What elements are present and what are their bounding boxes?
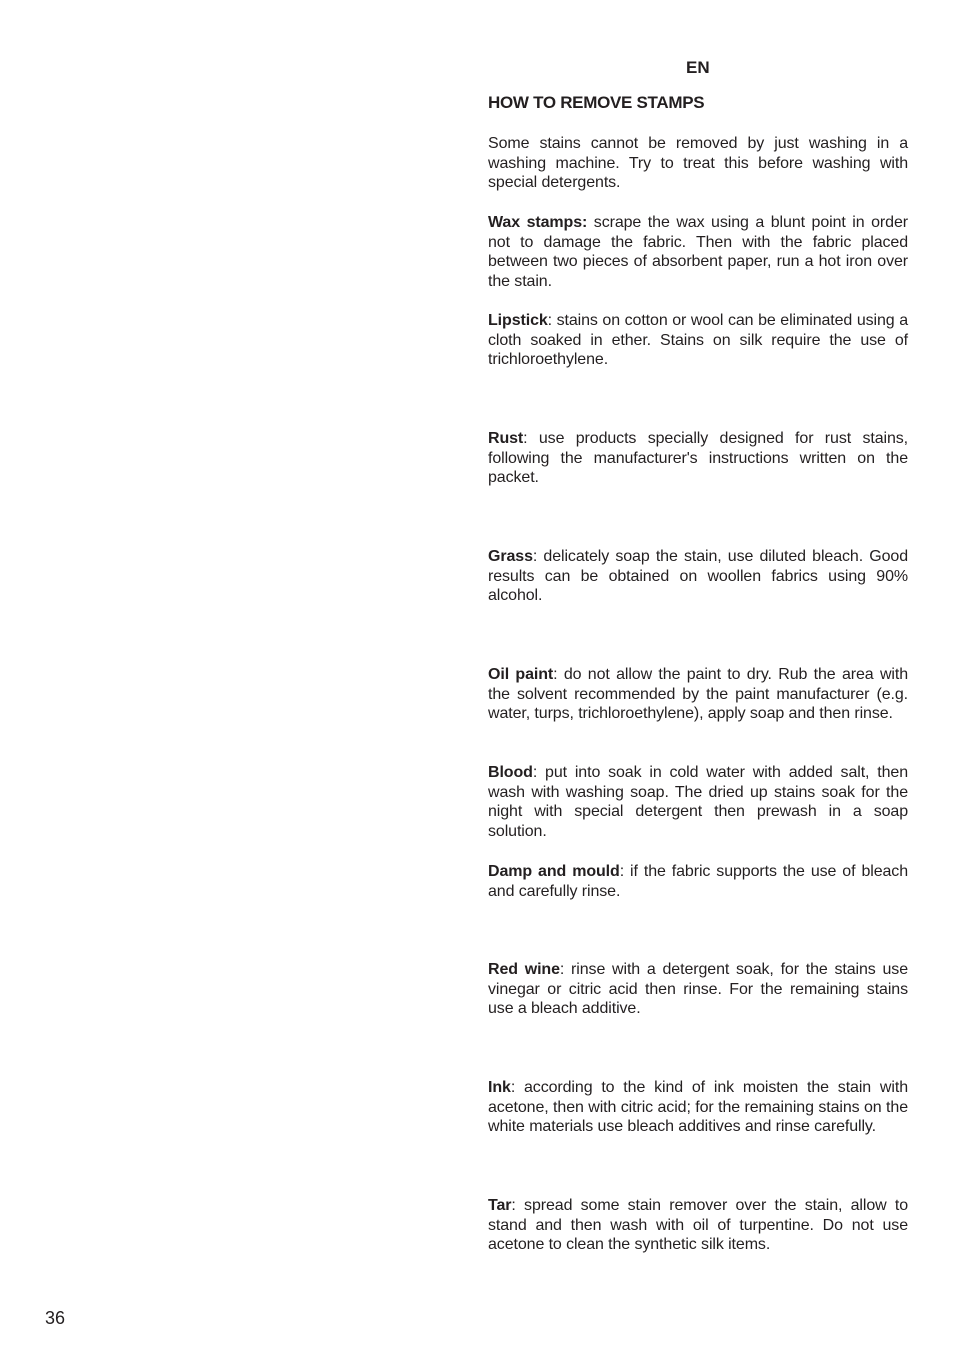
tar-term: Tar <box>488 1197 512 1214</box>
lipstick-text: : stains on cotton or wool can be eliminated using a cloth soaked in ether. Stains on silk require the use of trichloroethylene. <box>488 312 908 369</box>
section-title: HOW TO REMOVE STAMPS <box>488 93 705 112</box>
paragraph-blood <box>488 763 908 842</box>
page-number: 36 <box>45 1308 66 1328</box>
red-wine-text: : rinse with a detergent soak, for the stains use vinegar or citric acid then rinse. For the remaining stains use a bleach additive. <box>488 961 908 1018</box>
paragraph-intro <box>488 134 908 193</box>
paragraph-ink <box>488 1078 908 1137</box>
paragraph-grass <box>488 547 908 606</box>
paragraph-tar <box>488 1196 908 1255</box>
rust-term: Rust <box>488 430 524 447</box>
damp-mould-term: Damp and mould <box>488 863 620 880</box>
wax-stamps-text: scrape the wax using a blunt point in order not to damage the fabric. Then with the fabric placed between two pieces of absorbent paper, run a hot iron over the stain. <box>488 214 908 291</box>
paragraph-rust <box>488 429 908 488</box>
red-wine-term: Red wine <box>488 961 560 978</box>
blood-text: : put into soak in cold water with added salt, then wash with washing soap. The dried up stains soak for the night with special detergent then prewash in a soap solution. <box>488 764 908 841</box>
oil-paint-term: Oil paint <box>488 666 554 683</box>
oil-paint-text: : do not allow the paint to dry. Rub the area with the solvent recommended by the paint manufacturer (e.g. water, turps, trichloroethylene), apply soap and then rinse. <box>488 666 908 723</box>
paragraph-lipstick <box>488 311 908 370</box>
ink-term: Ink <box>488 1079 511 1096</box>
paragraph-oil-paint <box>488 665 908 724</box>
paragraph-damp-mould <box>488 862 908 901</box>
lipstick-term: Lipstick <box>488 312 548 329</box>
paragraph-wax-stamps <box>488 213 908 292</box>
language-label: EN <box>686 58 710 77</box>
ink-text: : according to the kind of ink moisten the stain with acetone, then with citric acid; for the remaining stains on the white materials use bleach additives and rinse carefully. <box>488 1079 908 1136</box>
rust-text: : use products specially designed for rust stains, following the manufacturer's instructions written on the packet. <box>488 430 908 487</box>
intro-text: Some stains cannot be removed by just washing in a washing machine. Try to treat this before washing with special detergents. <box>488 135 908 192</box>
paragraph-red-wine <box>488 960 908 1019</box>
grass-term: Grass <box>488 548 533 565</box>
grass-text: : delicately soap the stain, use diluted bleach. Good results can be obtained on woollen fabrics using 90% alcohol. <box>488 548 908 605</box>
tar-text: : spread some stain remover over the stain, allow to stand and then wash with oil of turpentine. Do not use acetone to clean the synthetic silk items. <box>488 1197 908 1254</box>
blood-term: Blood <box>488 764 533 781</box>
wax-stamps-term: Wax stamps: <box>488 214 588 231</box>
damp-mould-text: : if the fabric supports the use of bleach and carefully rinse. <box>488 863 909 900</box>
